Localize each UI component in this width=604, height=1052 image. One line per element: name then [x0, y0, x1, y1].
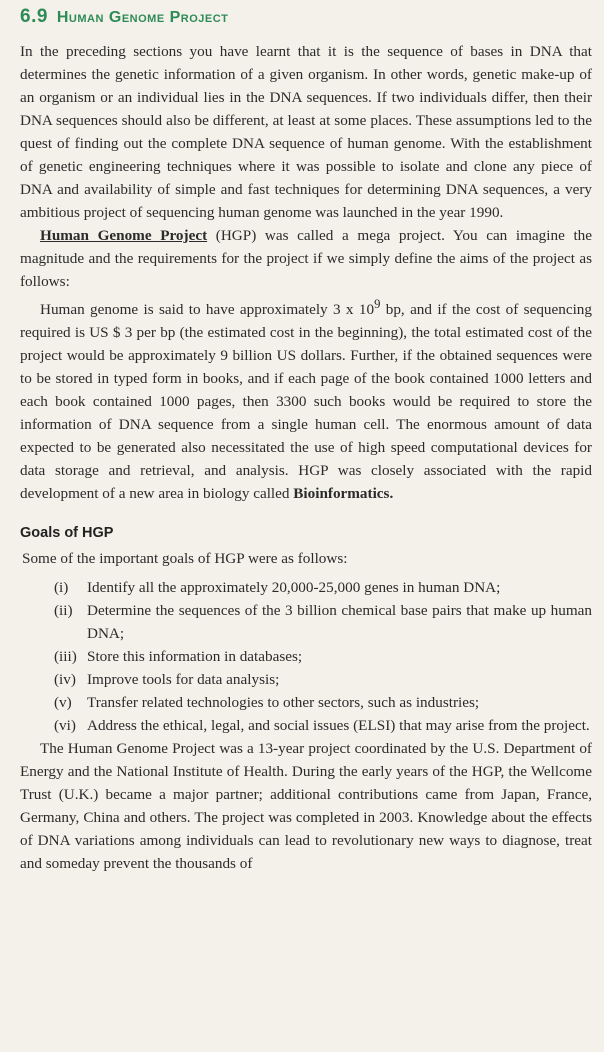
- section-number: 6.9: [20, 6, 48, 27]
- goal-marker: (iv): [54, 671, 76, 689]
- goal-text: Identify all the approximately 20,000-25,000 genes in human DNA;: [87, 579, 501, 597]
- hgp-paragraph: [20, 224, 592, 293]
- goal-marker: (iii): [54, 648, 77, 666]
- closing-paragraph: The Human Genome Project was a 13-year project coordinated by the U.S. Department of Energy and the National Institute of Health. During the early years of the HGP, the Wellcome Trust (U.K.) became a major partner; additional contributions came from Japan, France, Germany, China and others. The project was completed in 2003. Knowledge about the effects of DNA variations among individuals can lead to revolutionary new ways to diagnose, treat and someday prevent the thousands of: [20, 740, 592, 873]
- goal-marker: (vi): [54, 717, 76, 735]
- goal-marker: (v): [54, 694, 72, 712]
- intro-paragraph: In the preceding sections you have learnt that it is the sequence of bases in DNA that determines the genetic information of a given organism. In other words, genetic make-up of an organism or an individual lies in the DNA sequences. If two individuals differ, then their DNA sequences should also be different, at least at some places. These assumptions led to the quest of finding out the complete DNA sequence of human genome. With the establishment of genetic engineering techniques where it was possible to isolate and clone any piece of DNA and availability of simple and fast techniques for determining DNA sequences, a very ambitious project of sequencing human genome was launched in the year 1990.: [20, 43, 592, 221]
- goal-item: [54, 599, 592, 645]
- bioinformatics-term: Bioinformatics.: [293, 485, 394, 503]
- goal-marker: (i): [54, 579, 69, 597]
- goal-item: [54, 714, 592, 737]
- goals-heading: Goals of HGP: [20, 525, 114, 542]
- goal-text: Address the ethical, legal, and social issues (ELSI) that may arise from the project.: [87, 717, 590, 735]
- section-title: Human Genome Project: [56, 9, 229, 26]
- goals-intro: Some of the important goals of HGP were as follows:: [22, 550, 348, 568]
- goal-item: [54, 576, 592, 599]
- hgp-paragraph-text: (HGP) was called a mega project. You can imagine the magnitude and the requirements for the project if we simply define the aims of the project as follows:: [20, 227, 593, 290]
- goal-item: [54, 691, 592, 714]
- goal-text: Improve tools for data analysis;: [87, 671, 280, 689]
- genome-size-text-end: bp, and if the cost of sequencing required is US $ 3 per bp (the estimated cost in the beginning), the total estimated cost of the project would be approximately 9 billion US dollars. Further, if the obtained sequences were to be stored in typed form in books, and if each page of the book contained 1000 letters and each book contained 1000 pages, then 3300 such books would be required to store the information of DNA sequence from a single human cell. The enormous amount of data expected to be generated also necessitated the use of high speed computational devices for data storage and retrieval, and analysis. HGP was closely associated with the rapid development of a new area in biology called: [20, 301, 592, 503]
- goal-text: Transfer related technologies to other sectors, such as industries;: [87, 694, 480, 712]
- goal-text: Store this information in databases;: [87, 648, 303, 666]
- goal-item: [54, 668, 592, 691]
- goal-text: Determine the sequences of the 3 billion chemical base pairs that make up human DNA;: [87, 602, 592, 643]
- section-heading: [20, 6, 592, 28]
- goals-list: [20, 576, 592, 737]
- goal-marker: (ii): [54, 602, 73, 620]
- hgp-term: Human Genome Project: [40, 227, 208, 244]
- genome-size-text-start: Human genome is said to have approximately 3 x 10: [40, 301, 375, 319]
- goal-item: [54, 645, 592, 668]
- genome-size-exponent: 9: [374, 297, 381, 311]
- genome-size-paragraph: [20, 293, 592, 505]
